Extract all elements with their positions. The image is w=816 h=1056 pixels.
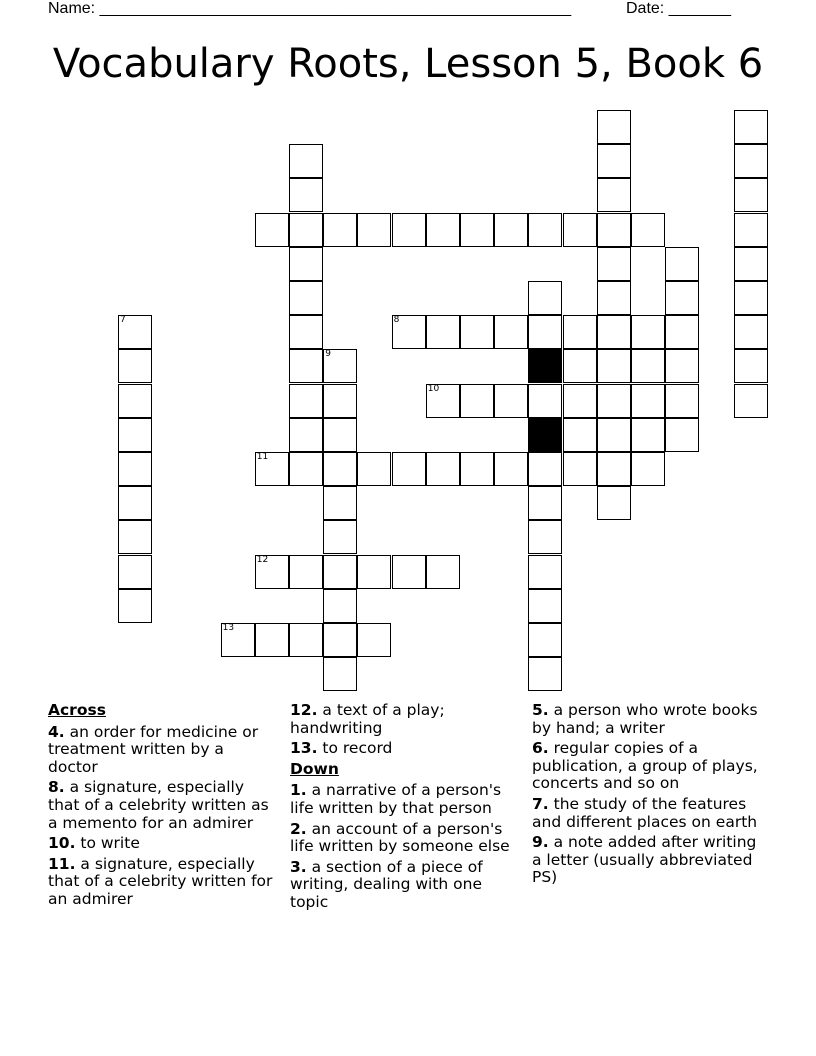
crossword-cell[interactable] — [528, 486, 562, 520]
crossword-cell[interactable] — [734, 178, 768, 212]
crossword-cell[interactable] — [289, 349, 323, 383]
clue-item — [290, 702, 520, 737]
crossword-cell[interactable] — [563, 349, 597, 383]
crossword-cell[interactable] — [665, 349, 699, 383]
crossword-block-cell — [528, 418, 562, 452]
crossword-cell[interactable] — [528, 213, 562, 247]
crossword-cell[interactable] — [357, 555, 391, 589]
clue-item — [532, 834, 762, 887]
crossword-cell[interactable] — [323, 520, 357, 554]
crossword-cell[interactable] — [426, 213, 460, 247]
crossword-cell[interactable] — [665, 247, 699, 281]
crossword-cell[interactable] — [323, 486, 357, 520]
crossword-cell[interactable] — [323, 418, 357, 452]
clue-number: 6. — [532, 739, 549, 758]
clue-item — [290, 859, 520, 912]
cell-number: 13 — [222, 623, 235, 633]
crossword-cell[interactable] — [255, 555, 289, 589]
clue-item — [532, 740, 762, 793]
crossword-cell[interactable] — [460, 315, 494, 349]
crossword-cell[interactable] — [563, 315, 597, 349]
crossword-cell[interactable] — [631, 418, 665, 452]
crossword-cell[interactable] — [289, 418, 323, 452]
crossword-cell[interactable] — [118, 589, 152, 623]
crossword-cell[interactable] — [323, 213, 357, 247]
crossword-cell[interactable] — [563, 384, 597, 418]
crossword-cell[interactable] — [734, 384, 768, 418]
clue-text: a signature, especially that of a celebrity written for an admirer — [48, 854, 273, 908]
crossword-cell[interactable] — [631, 315, 665, 349]
clue-item — [532, 702, 762, 737]
crossword-cell[interactable] — [460, 452, 494, 486]
clue-item — [290, 821, 520, 856]
clue-text: a narrative of a person's life written by that person — [290, 781, 502, 817]
crossword-cell[interactable] — [528, 623, 562, 657]
crossword-cell[interactable] — [392, 452, 426, 486]
clue-number: 4. — [48, 722, 65, 741]
crossword-cell[interactable] — [597, 384, 631, 418]
crossword-cell[interactable] — [528, 281, 562, 315]
crossword-cell[interactable] — [118, 486, 152, 520]
crossword-cell[interactable] — [597, 213, 631, 247]
across-heading: Across — [48, 701, 106, 719]
crossword-cell[interactable] — [734, 144, 768, 178]
crossword-cell[interactable] — [734, 213, 768, 247]
crossword-cell[interactable] — [597, 178, 631, 212]
crossword-cell[interactable] — [597, 247, 631, 281]
clue-column-1 — [48, 702, 278, 912]
clue-number: 1. — [290, 781, 307, 800]
crossword-cell[interactable] — [597, 281, 631, 315]
clue-number: 10. — [48, 834, 76, 853]
crossword-cell[interactable] — [426, 452, 460, 486]
clue-text: a note added after writing a letter (usually abbreviated PS) — [532, 833, 757, 887]
clue-text: a section of a piece of writing, dealing with one topic — [290, 857, 483, 911]
crossword-cell[interactable] — [392, 213, 426, 247]
crossword-cell[interactable] — [597, 418, 631, 452]
crossword-cell[interactable] — [357, 623, 391, 657]
crossword-cell[interactable] — [357, 213, 391, 247]
crossword-cell[interactable] — [494, 315, 528, 349]
crossword-cell[interactable] — [289, 213, 323, 247]
crossword-cell[interactable] — [118, 418, 152, 452]
crossword-cell[interactable] — [118, 520, 152, 554]
crossword-cell[interactable] — [426, 555, 460, 589]
cell-number: 12 — [256, 554, 269, 565]
crossword-cell[interactable] — [323, 349, 357, 383]
crossword-cell[interactable] — [323, 555, 357, 589]
clue-item — [48, 724, 278, 777]
crossword-cell[interactable] — [426, 384, 460, 418]
clue-item — [290, 782, 520, 817]
crossword-cell[interactable] — [289, 178, 323, 212]
cell-number: 9 — [325, 349, 331, 360]
crossword-cell[interactable] — [665, 418, 699, 452]
crossword-cell[interactable] — [118, 384, 152, 418]
crossword-cell[interactable] — [289, 315, 323, 349]
crossword-cell[interactable] — [563, 213, 597, 247]
crossword-cell[interactable] — [289, 144, 323, 178]
crossword-cell[interactable] — [118, 555, 152, 589]
clue-text: a text of a play; handwriting — [290, 701, 445, 737]
clue-number: 13. — [290, 739, 318, 758]
crossword-cell[interactable] — [597, 110, 631, 144]
crossword-cell[interactable] — [597, 486, 631, 520]
crossword-cell[interactable] — [289, 384, 323, 418]
crossword-cell[interactable] — [734, 247, 768, 281]
crossword-cell[interactable] — [734, 110, 768, 144]
crossword-cell[interactable] — [563, 418, 597, 452]
clue-item — [532, 796, 762, 831]
crossword-cell[interactable] — [494, 384, 528, 418]
crossword-cell[interactable] — [597, 315, 631, 349]
date-field-label[interactable]: Date: _______ — [626, 0, 731, 17]
crossword-cell[interactable] — [289, 555, 323, 589]
crossword-cell[interactable] — [528, 589, 562, 623]
crossword-cell[interactable] — [528, 520, 562, 554]
crossword-cell[interactable] — [597, 349, 631, 383]
clue-text: a person who wrote books by hand; a writer — [532, 701, 758, 737]
crossword-cell[interactable] — [357, 452, 391, 486]
crossword-cell[interactable] — [665, 315, 699, 349]
crossword-cell[interactable] — [255, 452, 289, 486]
crossword-cell[interactable] — [631, 213, 665, 247]
clue-item — [48, 835, 278, 853]
cell-number: 7 — [120, 315, 126, 326]
crossword-cell[interactable] — [528, 384, 562, 418]
name-field-label[interactable]: Name: _____________________________________________________ — [48, 0, 572, 17]
crossword-block-cell — [528, 349, 562, 383]
crossword-cell[interactable] — [392, 315, 426, 349]
crossword-cell[interactable] — [289, 281, 323, 315]
crossword-cell[interactable] — [528, 315, 562, 349]
clue-text: to write — [75, 834, 140, 853]
clue-number: 8. — [48, 778, 65, 797]
crossword-cell[interactable] — [665, 281, 699, 315]
crossword-cell[interactable] — [323, 623, 357, 657]
cell-number: 8 — [393, 315, 400, 326]
crossword-cell[interactable] — [255, 623, 289, 657]
crossword-cell[interactable] — [528, 555, 562, 589]
crossword-cell[interactable] — [734, 349, 768, 383]
clue-item — [48, 856, 278, 909]
crossword-cell[interactable] — [631, 452, 665, 486]
crossword-cell[interactable] — [289, 247, 323, 281]
clue-item — [48, 779, 278, 832]
clue-text: a signature, especially that of a celebrity written as a memento for an admirer — [48, 778, 269, 832]
crossword-cell[interactable] — [665, 384, 699, 418]
clue-text: regular copies of a publication, a group of plays, concerts and so on — [532, 739, 758, 793]
crossword-cell[interactable] — [323, 384, 357, 418]
crossword-cell[interactable] — [631, 384, 665, 418]
clue-number: 2. — [290, 819, 307, 838]
crossword-cell[interactable] — [426, 315, 460, 349]
crossword-cell[interactable] — [323, 452, 357, 486]
crossword-cell[interactable] — [255, 213, 289, 247]
crossword-cell[interactable] — [118, 452, 152, 486]
clue-number: 5. — [532, 701, 549, 719]
clue-text: an account of a person's life written by someone else — [290, 819, 510, 856]
crossword-cell[interactable] — [460, 213, 494, 247]
crossword-cell[interactable] — [118, 349, 152, 383]
crossword-cell[interactable] — [597, 452, 631, 486]
crossword-cell[interactable] — [631, 349, 665, 383]
crossword-cell[interactable] — [221, 623, 255, 657]
down-heading: Down — [290, 759, 339, 778]
crossword-cell[interactable] — [323, 657, 357, 691]
crossword-cell[interactable] — [528, 452, 562, 486]
crossword-cell[interactable] — [528, 657, 562, 691]
clue-number: 3. — [290, 857, 307, 876]
crossword-cell[interactable] — [734, 281, 768, 315]
clue-number: 11. — [48, 854, 76, 873]
crossword-cell[interactable] — [323, 589, 357, 623]
cell-number: 10 — [427, 383, 440, 394]
crossword-cell[interactable] — [734, 315, 768, 349]
clue-text: the study of the features and different places on earth — [532, 794, 758, 831]
crossword-cell[interactable] — [597, 144, 631, 178]
crossword-cell[interactable] — [392, 555, 426, 589]
crossword-cell[interactable] — [118, 315, 152, 349]
clue-text: to record — [317, 739, 393, 758]
clue-number: 7. — [532, 794, 549, 813]
page-title: Vocabulary Roots, Lesson 5, Book 6 — [52, 41, 764, 87]
cell-number: 11 — [256, 452, 269, 462]
crossword-cell[interactable] — [460, 384, 494, 418]
crossword-cell[interactable] — [494, 213, 528, 247]
clue-text: an order for medicine or treatment written by a doctor — [48, 722, 259, 776]
crossword-cell[interactable] — [289, 452, 323, 486]
crossword-cell[interactable] — [289, 623, 323, 657]
clue-column-2 — [290, 702, 520, 915]
clue-number: 12. — [290, 701, 318, 719]
crossword-cell[interactable] — [494, 452, 528, 486]
clue-number: 9. — [532, 833, 549, 852]
clue-item — [290, 740, 520, 758]
clue-column-3 — [532, 702, 762, 890]
crossword-cell[interactable] — [563, 452, 597, 486]
